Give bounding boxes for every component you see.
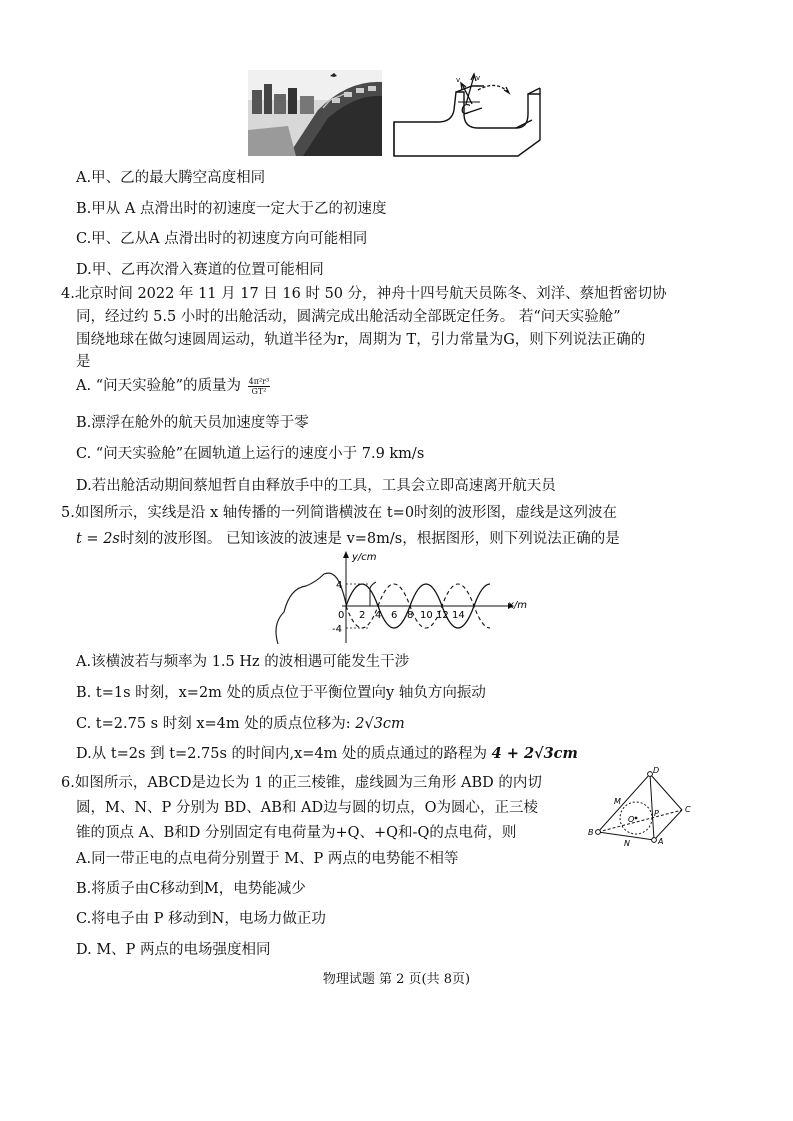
wave-x-tick-8: 8 bbox=[407, 610, 414, 621]
wave-graph bbox=[262, 548, 532, 648]
wave-x-tick-4: 4 bbox=[375, 610, 382, 621]
q4-mass-fraction bbox=[248, 377, 271, 396]
page-footer: 物理试题 第 2 页(共 8页) bbox=[322, 972, 471, 987]
wave-x-tick-14: 14 bbox=[452, 610, 465, 621]
q4-stem-line1: 4.北京时间 2022 年 11 月 17 日 16 时 50 分，神舟十四号航天员陈冬、刘洋、蔡旭哲密切协 bbox=[61, 286, 667, 302]
tetra-label-d: D bbox=[653, 766, 660, 775]
q6-stem-line2: 圆，M、N、P 分别为 BD、AB和 AD边与圆的切点，O为圆心，正三棱 bbox=[76, 800, 539, 816]
q5-option-c-math: 2√3cm bbox=[355, 716, 405, 732]
q5-option-d-text: D.从 t=2s 到 t=2.75s 的时间内,x=4m 处的质点通过的路程为 bbox=[76, 746, 488, 762]
tetra-label-p: P bbox=[654, 809, 659, 818]
wave-y-axis-label: y/cm bbox=[352, 552, 377, 563]
q5-stem-line1: 5.如图所示，实线是沿 x 轴传播的一列简谐横波在 t=0时刻的波形图，虚线是这列波在 bbox=[61, 505, 618, 521]
svg-text:v: v bbox=[456, 76, 461, 84]
q5-option-d bbox=[76, 744, 578, 764]
q5-stem-math: t = 2s bbox=[76, 531, 120, 547]
tetra-label-n: N bbox=[624, 839, 630, 848]
q3-option-a: A.甲、乙的最大腾空高度相同 bbox=[76, 170, 266, 186]
q6-option-d: D. M、P 两点的电场强度相同 bbox=[76, 942, 271, 958]
q4-stem-line4: 是 bbox=[76, 354, 91, 370]
wave-y-tick-4: 4 bbox=[336, 580, 343, 591]
halfpipe-diagram bbox=[392, 70, 544, 160]
halfpipe-photo bbox=[248, 70, 382, 156]
q3-option-b: B.甲从 A 点滑出时的初速度一定大于乙的初速度 bbox=[76, 201, 387, 217]
q4-stem-line2: 同，经过约 5.5 小时的出舱活动，圆满完成出舱活动全部既定任务。 若“问天实验舱” bbox=[76, 309, 621, 325]
wave-x-tick-12: 12 bbox=[436, 610, 449, 621]
svg-text:v: v bbox=[476, 74, 481, 82]
q4-option-d: D.若出舱活动期间蔡旭哲自由释放手中的工具，工具会立即高速离开航天员 bbox=[76, 478, 556, 494]
svg-text:C: C bbox=[461, 103, 471, 118]
wave-x-tick-10: 10 bbox=[420, 610, 433, 621]
wave-x-tick-2: 2 bbox=[359, 610, 366, 621]
q3-option-c: C.甲、乙从A 点滑出时的初速度方向可能相同 bbox=[76, 231, 368, 247]
q6-option-c: C.将电子由 P 移动到N，电场力做正功 bbox=[76, 911, 326, 927]
q4-option-b: B.漂浮在舱外的航天员加速度等于零 bbox=[76, 415, 309, 431]
tetra-label-m: M bbox=[614, 797, 621, 806]
q5-stem-line2-text: 时刻的波形图。 已知该波的波速是 v=8m/s，根据图形，则下列说法正确的是 bbox=[119, 531, 620, 547]
tetrahedron-figure bbox=[584, 764, 700, 850]
wave-x-tick-0: 0 bbox=[338, 610, 345, 621]
wave-y-tick-neg4: -4 bbox=[332, 624, 342, 635]
q5-stem-line2 bbox=[76, 529, 620, 549]
q4-fraction-numerator: 4π²r³ bbox=[248, 376, 270, 386]
tetra-label-o: O bbox=[628, 815, 635, 824]
q3-option-d: D.甲、乙再次滑入赛道的位置可能相同 bbox=[76, 262, 324, 278]
q5-option-c-text: C. t=2.75 s 时刻 x=4m 处的质点位移为: bbox=[76, 716, 351, 732]
tetra-label-c: C bbox=[685, 805, 691, 814]
q4-option-c: C. “问天实验舱”在圆轨道上运行的速度小于 7.9 km/s bbox=[76, 446, 425, 462]
q5-option-c bbox=[76, 714, 405, 734]
q4-fraction-denominator: GT² bbox=[251, 386, 267, 396]
q6-option-b: B.将质子由C移动到M，电势能减少 bbox=[76, 881, 306, 897]
q6-stem-line1: 6.如图所示，ABCD是边长为 1 的正三棱锥，虚线圆为三角形 ABD 的内切 bbox=[61, 775, 542, 791]
wave-x-axis-label: x/m bbox=[508, 600, 528, 611]
tetra-label-a: A bbox=[658, 837, 664, 846]
q5-option-b: B. t=1s 时刻，x=2m 处的质点位于平衡位置向y 轴负方向振动 bbox=[76, 685, 486, 701]
tetra-label-b: B bbox=[588, 828, 594, 837]
q5-option-a: A.该横波若与频率为 1.5 Hz 的波相遇可能发生干涉 bbox=[76, 654, 410, 670]
q4-option-a bbox=[76, 376, 270, 396]
q6-stem-line3: 锥的顶点 A、B和D 分别固定有电荷量为+Q、+Q和-Q的点电荷，则 bbox=[76, 825, 517, 841]
q4-option-a-text: A. “问天实验舱”的质量为 bbox=[76, 378, 242, 394]
q4-stem-line3: 围绕地球在做匀速圆周运动，轨道半径为r，周期为 T，引力常量为G，则下列说法正确的 bbox=[76, 332, 646, 348]
wave-x-tick-6: 6 bbox=[391, 610, 398, 621]
q6-option-a: A.同一带正电的点电荷分别置于 M、P 两点的电势能不相等 bbox=[76, 851, 459, 867]
q5-option-d-math: 4 + 2√3cm bbox=[491, 745, 578, 762]
